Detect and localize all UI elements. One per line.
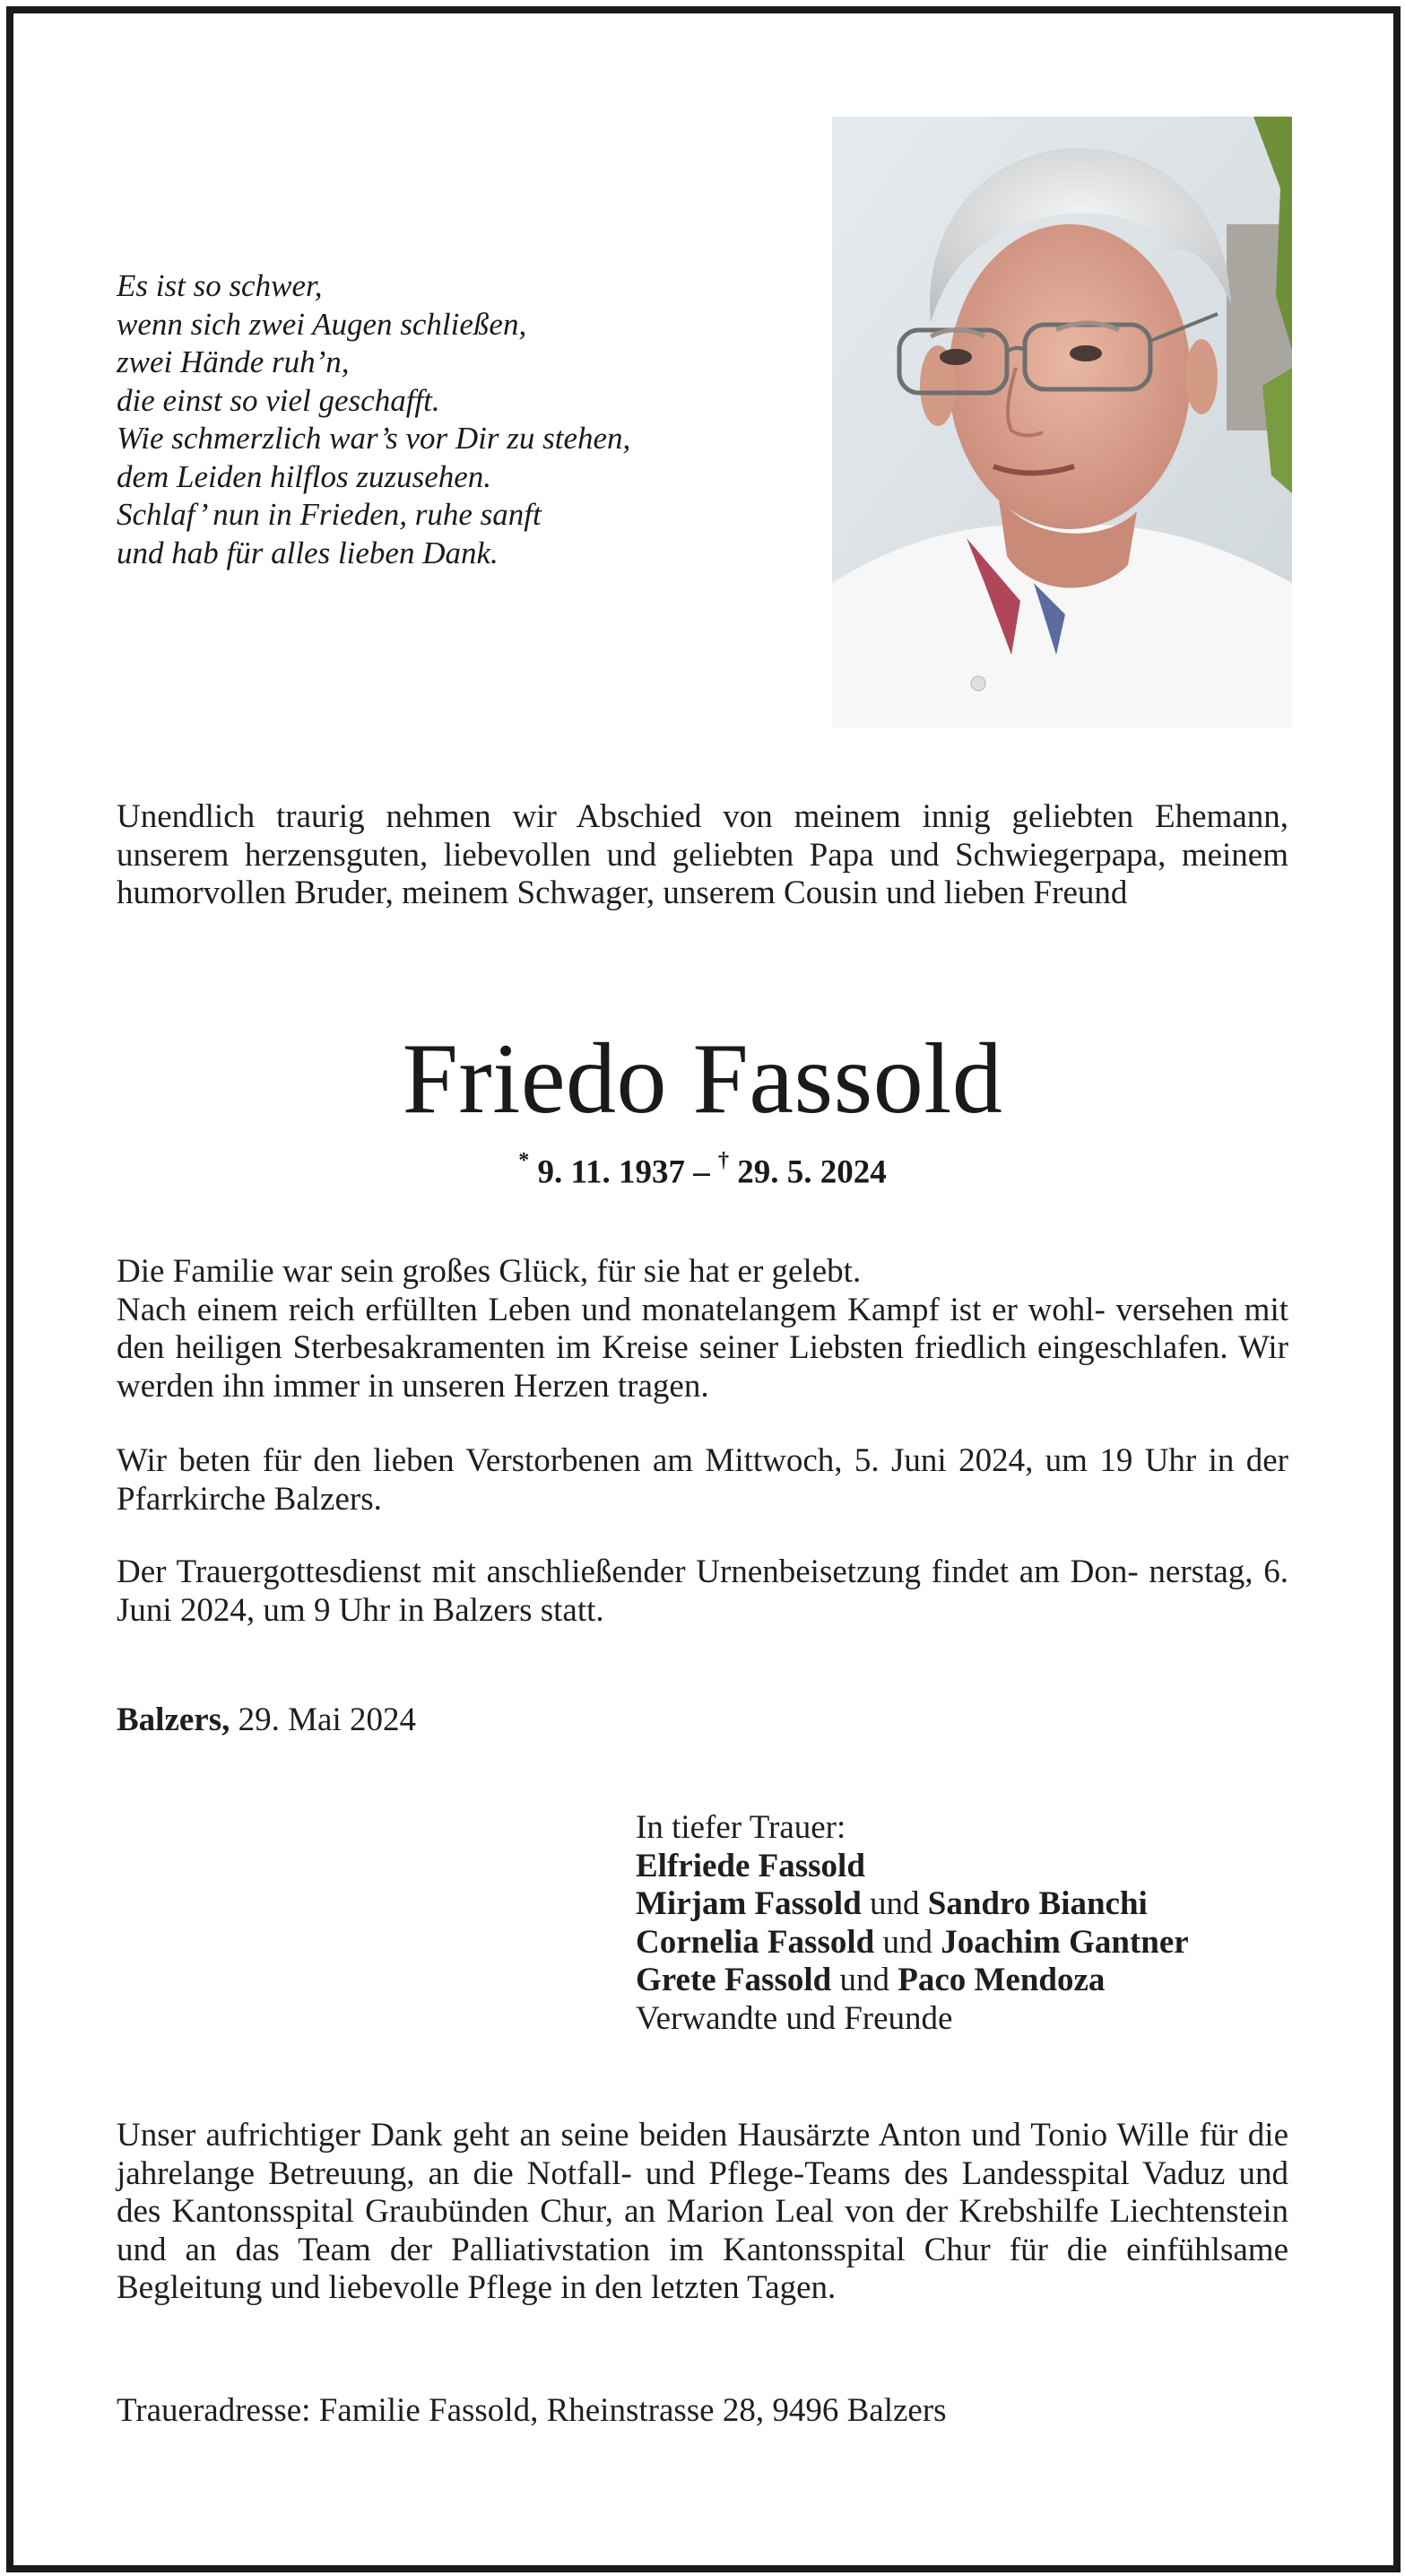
mourners-relatives: Verwandte und Freunde [636,1999,953,2037]
thanks-paragraph: Unser aufrichtiger Dank geht an seine beiden Hausärzte Anton und Tonio Wille für die jahrelange Betreuung, an die Notfall- und Pflege-Teams des Landesspital Vaduz und des Kantonsspital Graubünden Chur, an Marion Leal von der Krebshilfe Liechtenstein und an das Team der Palliativstation im Kantonsspital Chur für die einfühlsame Begleitung und liebevolle Pflege in den letzten Tagen. [117,2117,1288,2306]
intro-paragraph: Unendlich traurig nehmen wir Abschied von meinem innig geliebten Ehemann, unserem herzensguten, liebevollen und geliebten Papa und Schwiegerpapa, meinem humorvollen Bruder, meinem Schwager, unserem Cousin und lieben Freund [117,798,1289,911]
prayer-paragraph: Wir beten für den lieben Verstorbenen am Mittwoch, 5. Juni 2024, um 19 Uhr in der Pfarrkirche Balzers. [117,1442,1288,1518]
death-symbol: † [717,1149,729,1172]
mourner-line: Mirjam Fassold und Sandro Bianchi [636,1885,1148,1922]
poem-line: Es ist so schwer, [117,268,323,303]
poem-line: Schlaf’ nun in Frieden, ruhe sanft [117,497,542,532]
poem [117,267,798,572]
mourners-heading: In tiefer Trauer: [636,1809,846,1846]
poem-line: Wie schmerzlich war’s vor Dir zu stehen, [117,421,631,456]
poem-line: die einst so viel geschafft. [117,382,440,418]
portrait-photo [832,117,1292,727]
mourning-address: Traueradresse: Familie Fassold, Rheinstrasse 28, 9496 Balzers [117,2392,947,2429]
life-dates [0,1144,1405,1192]
poem-line: und hab für alles lieben Dank. [117,535,499,570]
place-name: Balzers, [117,1701,230,1738]
portrait-illustration [832,117,1292,727]
date-separator: – [693,1153,710,1191]
birth-date: 9. 11. 1937 [537,1153,685,1191]
mourner-line: Elfriede Fassold [636,1847,865,1884]
birth-symbol: * [518,1149,530,1172]
place-date: 29. Mai 2024 [238,1701,416,1738]
poem-line: zwei Hände ruh’n, [117,344,350,379]
mourner-line: Cornelia Fassold und Joachim Gantner [636,1923,1189,1961]
poem-line: dem Leiden hilflos zuzusehen. [117,458,492,494]
mourner-line: Grete Fassold und Paco Mendoza [636,1962,1106,1998]
service-paragraph: Der Trauergottesdienst mit anschließender Urnenbeisetzung findet am Don- nerstag, 6. Juni 2024, um 9 Uhr in Balzers statt. [117,1553,1288,1629]
place-date-line [117,1701,416,1740]
mourners-block [636,1809,1317,2038]
deceased-name: Friedo Fassold [402,1023,1003,1135]
death-date: 29. 5. 2024 [737,1153,887,1191]
family-paragraph: Die Familie war sein großes Glück, für sie hat er gelebt. Nach einem reich erfüllten Leben und monatelangem Kampf ist er wohl- versehen mit den heiligen Sterbesakramenten im Kreise seiner Liebsten friedlich eingeschlafen. Wir werden ihn immer in unseren Herzen tragen. [117,1253,1289,1405]
poem-line: wenn sich zwei Augen schließen, [117,306,527,342]
